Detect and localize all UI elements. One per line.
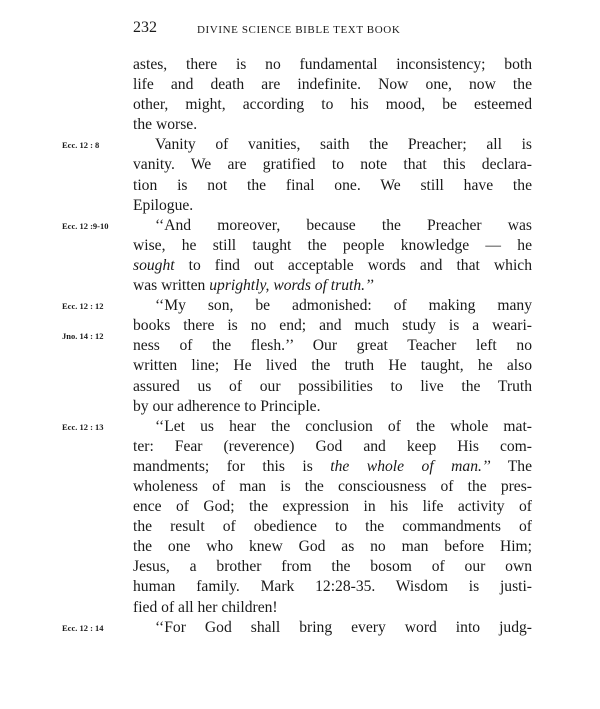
text-segment: ness of the flesh.’’ Our great Teacher left no xyxy=(133,337,532,355)
text-segment: ence of God; the expression in his life activity of xyxy=(133,498,532,516)
text-line xyxy=(133,618,532,638)
text-line xyxy=(133,276,532,296)
text-line xyxy=(133,356,532,376)
text-segment: ‘‘And moreover, because the Preacher was xyxy=(155,216,532,234)
text-segment: Epilogue. xyxy=(133,196,194,214)
italic-text: sought xyxy=(133,256,175,274)
text-line xyxy=(133,336,532,356)
text-line xyxy=(133,497,532,517)
running-title: DIVINE SCIENCE BIBLE TEXT BOOK xyxy=(197,24,401,36)
text-segment: The xyxy=(490,457,532,475)
text-line xyxy=(133,176,532,196)
text-line xyxy=(133,236,532,256)
text-line xyxy=(133,477,532,497)
text-segment: tion is not the final one. We still have the xyxy=(133,176,532,194)
text-segment: the one who knew God as no man before Him; xyxy=(133,538,532,556)
text-line xyxy=(133,557,532,577)
text-line xyxy=(133,75,532,95)
text-line xyxy=(133,377,532,397)
text-line xyxy=(133,577,532,597)
margin-reference: Ecc. 12 : 13 xyxy=(62,421,104,432)
italic-text: uprightly, words of truth.’’ xyxy=(209,277,374,295)
text-line xyxy=(133,316,532,336)
text-segment: ‘‘For God shall bring every word into judg- xyxy=(155,618,532,636)
margin-reference: Jno. 14 : 12 xyxy=(62,331,104,342)
body-text xyxy=(133,55,532,638)
text-segment: vanity. We are gratified to note that this declara- xyxy=(133,156,532,174)
text-line xyxy=(133,196,532,216)
text-segment: Jesus, a brother from the bosom of our own xyxy=(133,558,532,576)
text-segment: ter: Fear (reverence) God and keep His com- xyxy=(133,437,532,455)
text-line xyxy=(133,417,532,437)
text-line xyxy=(133,95,532,115)
text-segment: the worse. xyxy=(133,116,198,134)
text-line xyxy=(133,517,532,537)
italic-text: the whole of man.’’ xyxy=(330,457,491,475)
text-line xyxy=(133,296,532,316)
text-segment: astes, there is no fundamental inconsistency; both xyxy=(133,56,532,73)
text-line xyxy=(133,397,532,417)
text-line xyxy=(133,437,532,457)
text-segment: assured us of our possibilities to live the Truth xyxy=(133,377,532,395)
text-segment: ‘‘Let us hear the conclusion of the whole mat- xyxy=(155,417,532,435)
text-segment: wholeness of man is the consciousness of the pres- xyxy=(133,477,532,495)
text-line xyxy=(133,256,532,276)
text-segment: the result of obedience to the commandments of xyxy=(133,518,532,536)
text-line xyxy=(133,155,532,175)
text-segment: Vanity of vanities, saith the Preacher; all is xyxy=(155,136,532,154)
text-segment: other, might, according to his mood, be esteemed xyxy=(133,96,532,114)
text-segment: human family. Mark 12:28-35. Wisdom is justi- xyxy=(133,578,532,596)
text-segment: life and death are indefinite. Now one, now the xyxy=(133,76,532,94)
text-segment: books there is no end; and much study is a weari- xyxy=(133,317,532,335)
text-segment: was written xyxy=(133,277,210,295)
text-line xyxy=(133,598,532,618)
text-line xyxy=(133,115,532,135)
text-segment: by our adherence to Principle. xyxy=(133,397,321,415)
margin-reference: Ecc. 12 :9-10 xyxy=(62,220,109,231)
text-line xyxy=(133,537,532,557)
text-segment: fied of all her children! xyxy=(133,598,278,616)
text-segment: mandments; for this is xyxy=(133,457,331,475)
text-segment: written line; He lived the truth He taught, he also xyxy=(133,357,532,375)
margin-reference: Ecc. 12 : 14 xyxy=(62,622,104,633)
text-line xyxy=(133,216,532,236)
text-line xyxy=(133,457,532,477)
text-segment: wise, he still taught the people knowledge — he xyxy=(133,236,532,254)
margin-reference: Ecc. 12 : 12 xyxy=(62,301,104,312)
text-line xyxy=(133,135,532,155)
margin-reference: Ecc. 12 : 8 xyxy=(62,140,100,151)
text-segment: to find out acceptable words and that which xyxy=(174,256,532,274)
text-line xyxy=(133,55,532,75)
text-segment: ‘‘My son, be admonished: of making many xyxy=(155,297,532,315)
page-number: 232 xyxy=(133,19,157,36)
